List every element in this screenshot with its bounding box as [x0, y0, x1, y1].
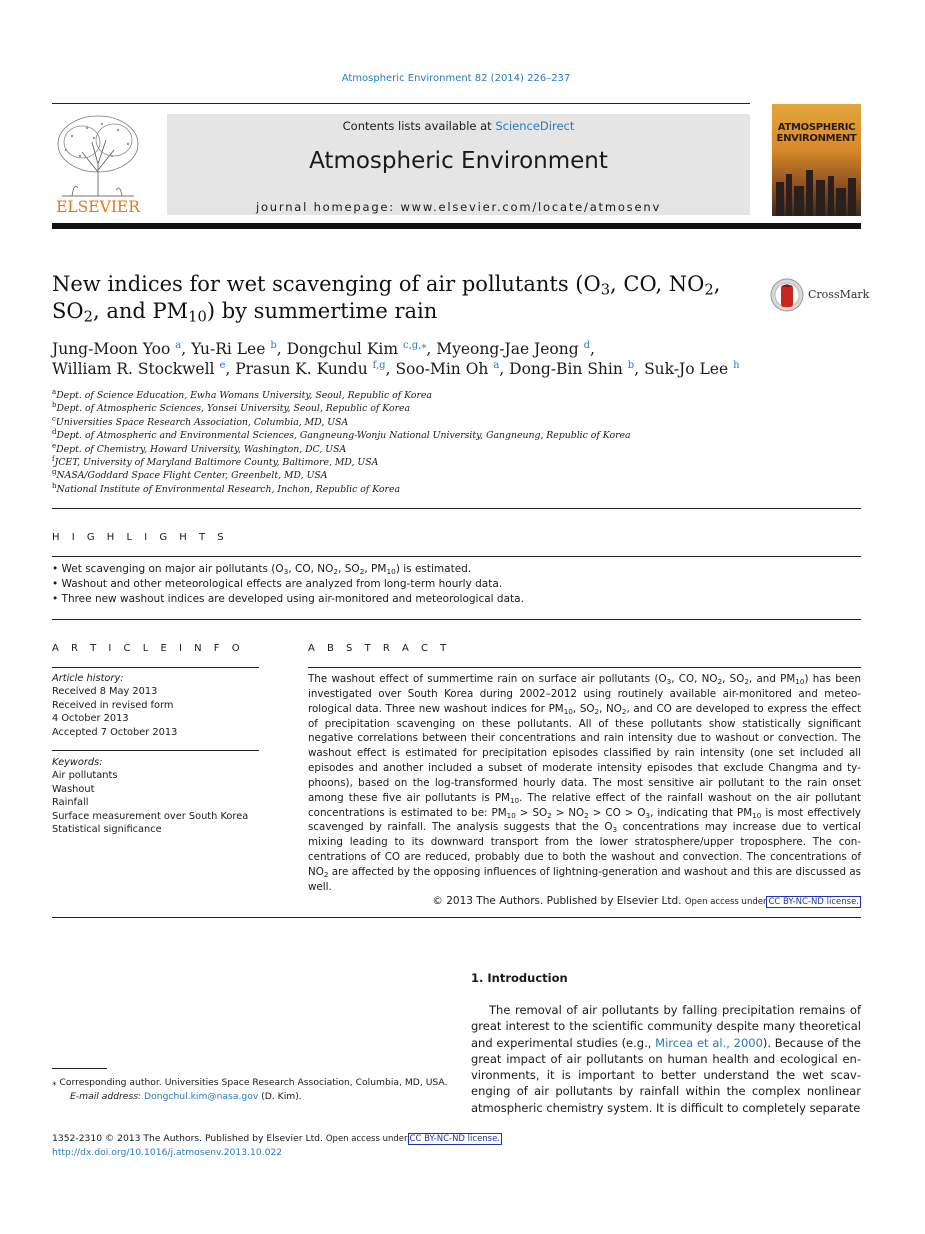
highlight-text: , CO, NO — [288, 563, 334, 575]
journal-banner — [167, 114, 750, 215]
abstract-segment: are affected by the opposing influences of lightning-generation and washout and this are discussed as well. — [308, 865, 861, 893]
article-info-heading: A R T I C L E I N F O — [52, 643, 245, 654]
title-text: ) by summertime rain — [206, 299, 438, 323]
article-title — [52, 271, 762, 325]
author[interactable] — [52, 340, 191, 358]
abstract-segment: ) has been investigated over South Korea during 2002–2012 using routinely available air-monitored and meteorological data. Three new washout indices for PM — [308, 673, 862, 715]
author-affiliation-marker[interactable]: a — [175, 339, 182, 351]
abstract-segment: > NO — [551, 806, 585, 819]
author-affiliation-marker[interactable]: b — [627, 359, 635, 371]
highlight-text: ) is estimated. — [395, 563, 472, 575]
author-affiliation-marker[interactable]: e — [219, 359, 226, 371]
footnote-rule — [52, 1068, 107, 1069]
cover-skyline — [772, 164, 861, 216]
author[interactable] — [52, 360, 235, 378]
abstract-subscript: 2 — [323, 869, 329, 879]
email-label: E-mail address: — [70, 1090, 142, 1102]
author-name: William R. Stockwell — [52, 360, 215, 378]
elsevier-wordmark: ELSEVIER — [56, 198, 140, 216]
introduction-heading: 1. Introduction — [471, 971, 568, 985]
affiliation-key: f — [52, 454, 55, 463]
section-rule — [52, 508, 861, 509]
affiliation — [52, 429, 852, 442]
citation-link[interactable]: Mircea et al., 2000 — [655, 1035, 763, 1050]
abstract-text — [308, 672, 861, 895]
journal-name: Atmospheric Environment — [309, 148, 608, 174]
highlights-list — [52, 562, 861, 607]
abstract-subscript: 2 — [547, 810, 552, 820]
abstract-subscript: 10 — [506, 810, 516, 820]
title-subscript: 2 — [704, 281, 714, 299]
author-name: Dong-Bin Shin — [509, 360, 623, 378]
abstract-segment: , SO — [722, 673, 745, 685]
affiliation-text: NASA/Goddard Space Flight Center, Greenbelt, MD, USA — [56, 470, 328, 482]
issn-copyright — [52, 1132, 652, 1160]
author-name: Soo-Min Oh — [395, 360, 489, 378]
section-rule — [52, 556, 861, 557]
abstract-subscript: 10 — [795, 676, 805, 686]
abstract-copyright — [308, 895, 861, 907]
title-text: , SO — [52, 272, 721, 323]
title-subscript: 2 — [83, 308, 93, 326]
highlight-item: • Washout and other meteorological effects are analyzed from long-term hourly data. — [52, 578, 503, 590]
cover-title-line2: ENVIRONMENT — [776, 133, 857, 144]
copyright-text: © 2013 The Authors. Published by Elsevier Ltd. — [432, 895, 682, 907]
author-affiliation-marker[interactable]: a — [493, 359, 500, 371]
author[interactable] — [644, 360, 739, 378]
section-rule — [52, 917, 861, 918]
highlight-subscript: 2 — [359, 566, 365, 576]
author-name: Suk-Jo Lee — [644, 360, 729, 378]
license-link[interactable]: CC BY-NC-ND license. — [409, 1134, 501, 1144]
author-separator: , — [426, 340, 437, 358]
received-date: Received 8 May 2013 — [52, 686, 158, 698]
issn-text-line — [52, 1132, 652, 1146]
highlight-text: , PM — [364, 563, 387, 575]
abstract-segment: , SO — [572, 702, 595, 715]
cover-title — [774, 122, 859, 144]
title-text: New indices for wet scavenging of air pollutants (O — [52, 272, 601, 296]
highlight-text: • Wet scavenging on major air pollutants (O — [52, 563, 284, 575]
article-history — [52, 672, 259, 739]
affiliation-key: g — [52, 468, 57, 477]
affiliation-text: Dept. of Atmospheric Sciences, Yonsei University, Seoul, Republic of Korea — [56, 403, 411, 415]
affiliation-text: National Institute of Environmental Research, Inchon, Republic of Korea — [56, 483, 401, 495]
abstract-subscript: 2 — [621, 706, 627, 716]
affiliation-text: Dept. of Chemistry, Howard University, Washington, DC, USA — [56, 443, 347, 455]
journal-reference[interactable]: Atmospheric Environment 82 (2014) 226–237 — [341, 73, 571, 84]
affiliation — [52, 483, 852, 496]
author-affiliation-marker[interactable]: h — [733, 359, 740, 371]
abstract-segment: , indicating that PM — [650, 806, 753, 819]
affiliation-key: e — [52, 441, 57, 450]
abstract-subscript: 10 — [752, 810, 762, 820]
author-separator: , — [225, 360, 236, 378]
affiliation-text: Dept. of Atmospheric and Environmental Sciences, Gangneung-Wonju National University, Gangneung, Republic of Korea — [56, 430, 631, 442]
crossmark-badge[interactable] — [770, 278, 870, 312]
affiliation — [52, 469, 852, 482]
contents-prefix: Contents lists available at — [342, 119, 496, 133]
keyword: Air pollutants — [52, 770, 118, 782]
keywords-label: Keywords: — [52, 757, 103, 768]
journal-homepage[interactable]: journal homepage: www.elsevier.com/locate/atmosenv — [255, 200, 662, 214]
author-separator: , — [385, 360, 396, 378]
affiliation — [52, 443, 852, 456]
email-line — [52, 1090, 452, 1104]
author-affiliation-marker[interactable]: d — [583, 339, 591, 351]
history-label: Article history: — [52, 673, 124, 684]
intro-text: ). Because of the great impact of air pollutants on human health and ecological environments, it is important to better understand the wet scavenging of air pollutants by rainfall within the complex nonlinear atmospheric chemistry system. It is difficult to completely separate — [471, 1035, 861, 1115]
highlight-item: • Three new washout indices are developed using air-monitored and meteorological data. — [52, 593, 524, 605]
crossmark-icon — [770, 278, 804, 312]
abstract-subscript: 10 — [509, 795, 520, 805]
abstract-segment: concentrations may increase due to vertical mixing leading to its downward transport from the lower stratosphere/upper troposphere. The concentrations of CO are reduced, probably due to both the washout and convection. The concentrations of NO — [308, 821, 861, 878]
abstract-segment: , and PM — [748, 673, 796, 685]
contents-line — [167, 119, 750, 133]
author-affiliation-marker[interactable]: b — [270, 339, 277, 351]
abstract-heading: A B S T R A C T — [308, 643, 451, 654]
abstract-segment: , and CO are developed to express the effect of precipitation scavenging on these pollutants. All of these pollutants show statistically significant negative correlations between their concentrations and rain intensity due to washout or convection. The washout effect is estimated for precipitation episodes classified by rain intensity (one set included all episodes and another included a subset of moderate intensity episodes that exclude Changma and typhoons), based on the log-transformed hourly data. The most sensitive air pollutant to the rain onset among these five air pollutants is PM — [308, 702, 862, 804]
author-separator: , — [181, 340, 192, 358]
highlight-item — [52, 562, 861, 577]
affiliation — [52, 456, 852, 469]
abstract-subscript: 3 — [645, 810, 651, 820]
intro-text: The removal of air pollutants by falling precipitation remains of great interest to the scientific community despite many theoretical and experimental studies (e.g., — [471, 1003, 861, 1050]
keyword: Statistical significance — [52, 824, 162, 836]
license-link[interactable]: CC BY-NC-ND license. — [768, 897, 859, 907]
author-affiliation-marker[interactable]: f,g — [372, 359, 386, 371]
abstract-segment: > SO — [515, 806, 548, 819]
highlight-text: , SO — [338, 563, 360, 575]
open-access-label: Open access under — [684, 897, 767, 907]
affiliation-list — [52, 389, 852, 496]
abstract-subscript: 2 — [594, 706, 600, 716]
title-text: , and PM — [92, 299, 189, 323]
author[interactable] — [395, 360, 509, 378]
abstract-subscript: 10 — [563, 706, 573, 716]
author-list — [52, 339, 852, 379]
author-name: Prasun K. Kundu — [235, 360, 368, 378]
keyword: Surface measurement over South Korea — [52, 810, 249, 822]
abstract-subscript: 3 — [612, 825, 618, 835]
section-rule — [52, 619, 861, 620]
author[interactable] — [509, 360, 644, 378]
keywords — [52, 756, 259, 836]
abstract-segment: . The relative effect of the rainfall washout on the air pollutant concentrations is estimated to be: PM — [308, 791, 862, 819]
revised-label: Received in revised form — [52, 699, 174, 711]
title-subscript: 3 — [600, 281, 611, 299]
author[interactable] — [287, 340, 437, 358]
sciencedirect-link[interactable]: ScienceDirect — [495, 119, 575, 133]
corresponding-author-footnote — [52, 1076, 452, 1103]
highlights-heading: H I G H L I G H T S — [52, 532, 229, 543]
abstract-segment: , NO — [599, 702, 622, 715]
affiliation — [52, 389, 852, 402]
article-info-rule — [52, 750, 259, 751]
author-name: Jung-Moon Yoo — [52, 340, 171, 358]
author-separator: , — [634, 360, 645, 378]
author-name: Dongchul Kim — [286, 340, 399, 358]
accepted-date: Accepted 7 October 2013 — [52, 726, 178, 738]
cover-title-line1: ATMOSPHERIC — [777, 122, 856, 133]
keyword: Washout — [52, 783, 95, 795]
author[interactable] — [191, 340, 287, 358]
abstract-segment: , CO, NO — [671, 673, 718, 685]
affiliation-key: h — [52, 481, 57, 490]
affiliation-key: c — [52, 414, 56, 423]
introduction-paragraph — [471, 1002, 861, 1116]
header-rule — [52, 103, 750, 104]
corresponding-author: ⁎ Corresponding author. Universities Space Research Association, Columbia, MD, USA. — [52, 1077, 448, 1088]
abstract-rule — [308, 667, 861, 668]
abstract-subscript: 3 — [666, 676, 672, 686]
header-thick-rule — [52, 223, 861, 229]
affiliation-text: Dept. of Science Education, Ewha Womans University, Seoul, Republic of Korea — [56, 390, 432, 401]
email-link[interactable]: Dongchul.kim@nasa.gov — [144, 1090, 259, 1102]
author-separator: , — [276, 340, 287, 358]
abstract-subscript: 2 — [744, 676, 749, 686]
article-info-rule — [52, 667, 259, 668]
highlight-subscript: 10 — [386, 566, 396, 576]
affiliation-text: JCET, University of Maryland Baltimore County, Baltimore, MD, USA — [54, 457, 379, 469]
author[interactable] — [235, 360, 395, 378]
crossmark-label: CrossMark — [808, 288, 870, 301]
abstract-segment: > CO > O — [588, 806, 646, 819]
abstract-segment: The washout effect of summertime rain on surface air pollutants (O — [308, 673, 667, 685]
highlight-subscript: 2 — [333, 566, 339, 576]
affiliation-key: d — [52, 428, 57, 437]
title-text: , CO, NO — [610, 272, 705, 296]
abstract-segment: is most effectively scavenged by rainfall. The analysis suggests that the O — [308, 806, 862, 834]
affiliation — [52, 402, 852, 415]
abstract-subscript: 2 — [717, 676, 723, 686]
author-separator: , — [590, 340, 595, 358]
journal-cover-image — [772, 104, 861, 216]
open-access-label: Open access under — [325, 1134, 408, 1144]
affiliation-key: b — [52, 401, 57, 410]
author[interactable] — [436, 340, 595, 358]
revised-date: 4 October 2013 — [52, 713, 129, 725]
author-name: Myeong-Jae Jeong — [436, 340, 579, 358]
author-name: Yu-Ri Lee — [191, 340, 266, 358]
author-affiliation-marker[interactable]: c,g,⁎ — [403, 339, 427, 351]
title-subscript: 10 — [188, 308, 207, 326]
doi-link[interactable]: http://dx.doi.org/10.1016/j.atmosenv.2013.10.022 — [52, 1147, 283, 1158]
issn-text: 1352-2310 © 2013 The Authors. Published by Elsevier Ltd. — [52, 1133, 323, 1144]
affiliation — [52, 416, 852, 429]
affiliation-key: a — [52, 387, 57, 396]
highlight-subscript: 3 — [283, 566, 289, 576]
email-suffix: (D. Kim). — [258, 1090, 302, 1102]
keyword: Rainfall — [52, 797, 89, 809]
abstract-subscript: 2 — [584, 810, 589, 820]
author-separator: , — [499, 360, 510, 378]
affiliation-text: Universities Space Research Association, Columbia, MD, USA — [55, 416, 349, 428]
